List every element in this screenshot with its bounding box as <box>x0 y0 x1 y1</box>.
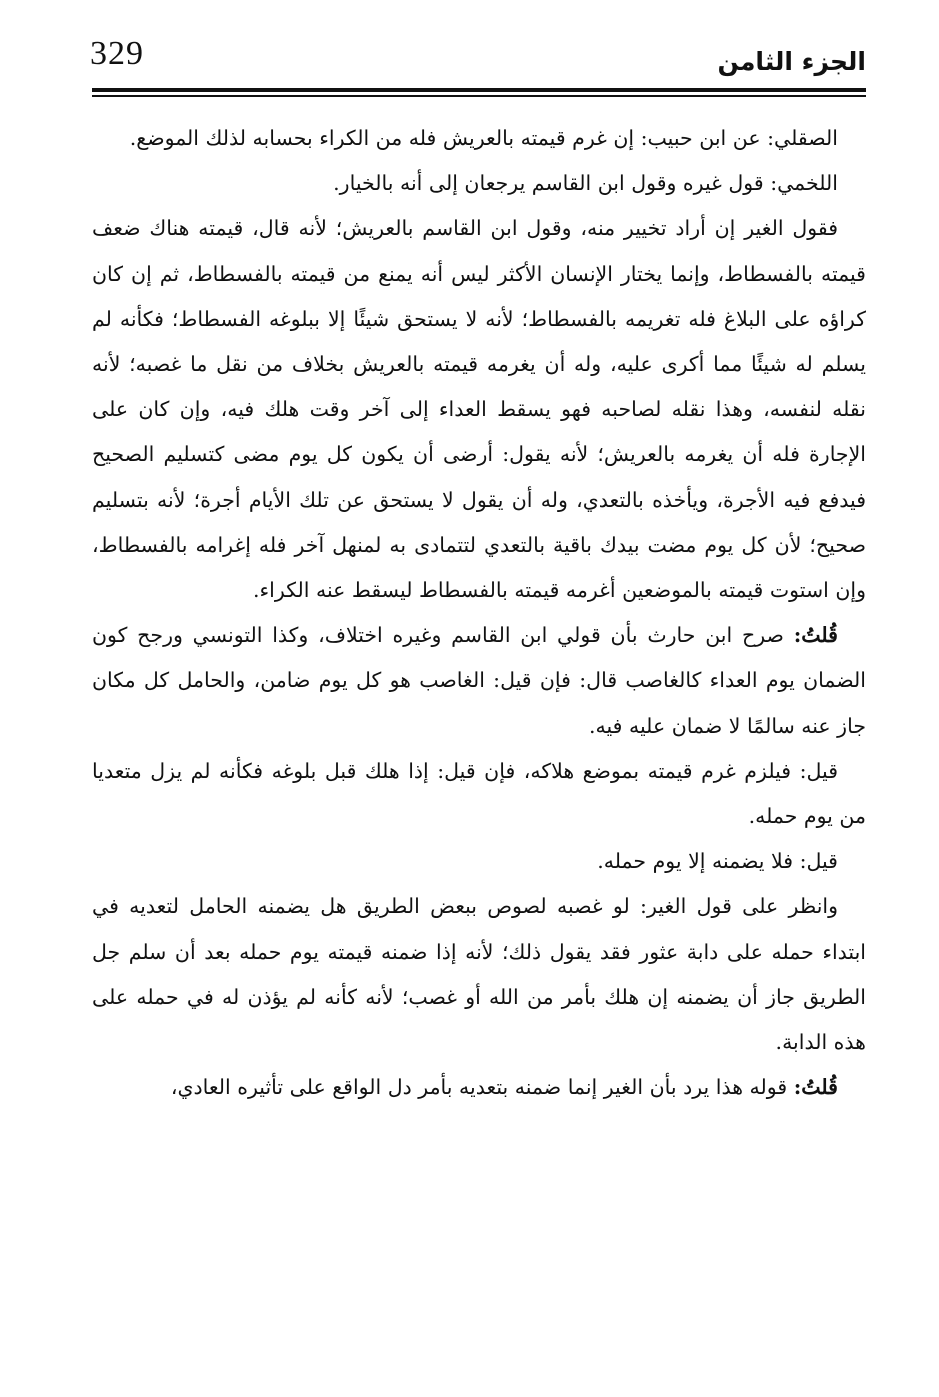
paragraph-lead: قُلتُ: <box>793 1075 838 1100</box>
paragraph-lead: قُلتُ: <box>793 623 838 648</box>
paragraph <box>92 1065 866 1110</box>
paragraph-text: قوله هذا يرد بأن الغير إنما ضمنه بتعديه بأمر دل الواقع على تأثيره العادي، <box>170 1075 794 1100</box>
page-header <box>90 34 866 92</box>
page-body <box>92 116 866 1386</box>
paragraph <box>92 839 866 884</box>
paragraph-text: اللخمي: قول غيره وقول ابن القاسم يرجعان إلى أنه بالخيار. <box>333 171 838 196</box>
paragraph-text: قيل: فلا يضمنه إلا يوم حمله. <box>597 849 838 874</box>
paragraph-text: الصقلي: عن ابن حبيب: إن غرم قيمته بالعريش فله من الكراء بحسابه لذلك الموضع. <box>129 126 838 150</box>
header-rule-thick <box>92 88 866 92</box>
paragraph <box>92 749 866 839</box>
paragraph-text: فقول الغير إن أراد تخيير منه، وقول ابن القاسم بالعريش؛ لأنه قال، قيمته هناك ضعف قيمته بالفسطاط، وإنما يختار الإنسان الأكثر ليس أنه يمنع من قيمته بالفسطاط، ثم إن كان كراؤه على البلاغ فله تغريمه بالفسطاط؛ لأنه لا يستحق شيئًا إلا ببلوغه الفسطاط؛ فكأنه لم يسلم له شيئًا مما أكرى عليه، وله أن يغرمه قيمته بالعريش بخلاف من نقل ما غصبه؛ لأنه نقله لنفسه، وهذا نقله لصاحبه فهو يسقط العداء إلى آخر وقت هلك فيه، وإن كان على الإجارة فله أن يغرمه بالعريش؛ لأنه يقول: أرضى أن يكون كل يوم مضى كتسليم الصحيح فيدفع فيه الأجرة، ويأخذه بالتعدي، وله أن يقول لا يستحق عن تلك الأيام أجرة؛ لأنه بتسليم صحيح؛ لأن كل يوم مضت بيدك باقية بالتعدي لتتمادى به لمنهل آخر فله إغرامه بالفسطاط، وإن استوت قيمته بالموضعين أغرمه قيمته بالفسطاط ليسقط عنه الكراء. <box>92 216 866 603</box>
paragraph-text: قيل: فيلزم غرم قيمته بموضع هلاكه، فإن قيل: إذا هلك قبل بلوغه فكأنه لم يزل متعديا من يوم حمله. <box>92 758 866 829</box>
paragraph <box>92 206 866 613</box>
paragraph <box>92 884 866 1065</box>
header-rule-thin <box>92 95 866 97</box>
paragraph-text: صرح ابن حارث بأن قولي ابن القاسم وغيره اختلاف، وكذا التونسي ورجح كون الضمان يوم العداء كالغاصب قال: فإن قيل: الغاصب هو كل يوم ضامن، والحامل كل مكان جاز عنه سالمًا لا ضمان عليه فيه. <box>92 623 866 738</box>
page-number: 329 <box>90 35 144 72</box>
paragraph <box>92 613 866 749</box>
paragraph <box>92 161 866 206</box>
paragraph-text: وانظر على قول الغير: لو غصبه لصوص ببعض الطريق هل يضمنه الحامل لتعديه في ابتداء حمله على دابة عثور فقد يقول ذلك؛ لأنه إذا ضمنه قيمته يوم حمله بعد أن سلم جل الطريق جاز أن يضمنه إن هلك بأمر من الله أو غصب؛ لأنه كأنه لم يؤذن له في حمله على هذه الدابة. <box>92 894 866 1055</box>
running-head: الجزء الثامن <box>717 47 866 76</box>
paragraph <box>92 116 866 161</box>
